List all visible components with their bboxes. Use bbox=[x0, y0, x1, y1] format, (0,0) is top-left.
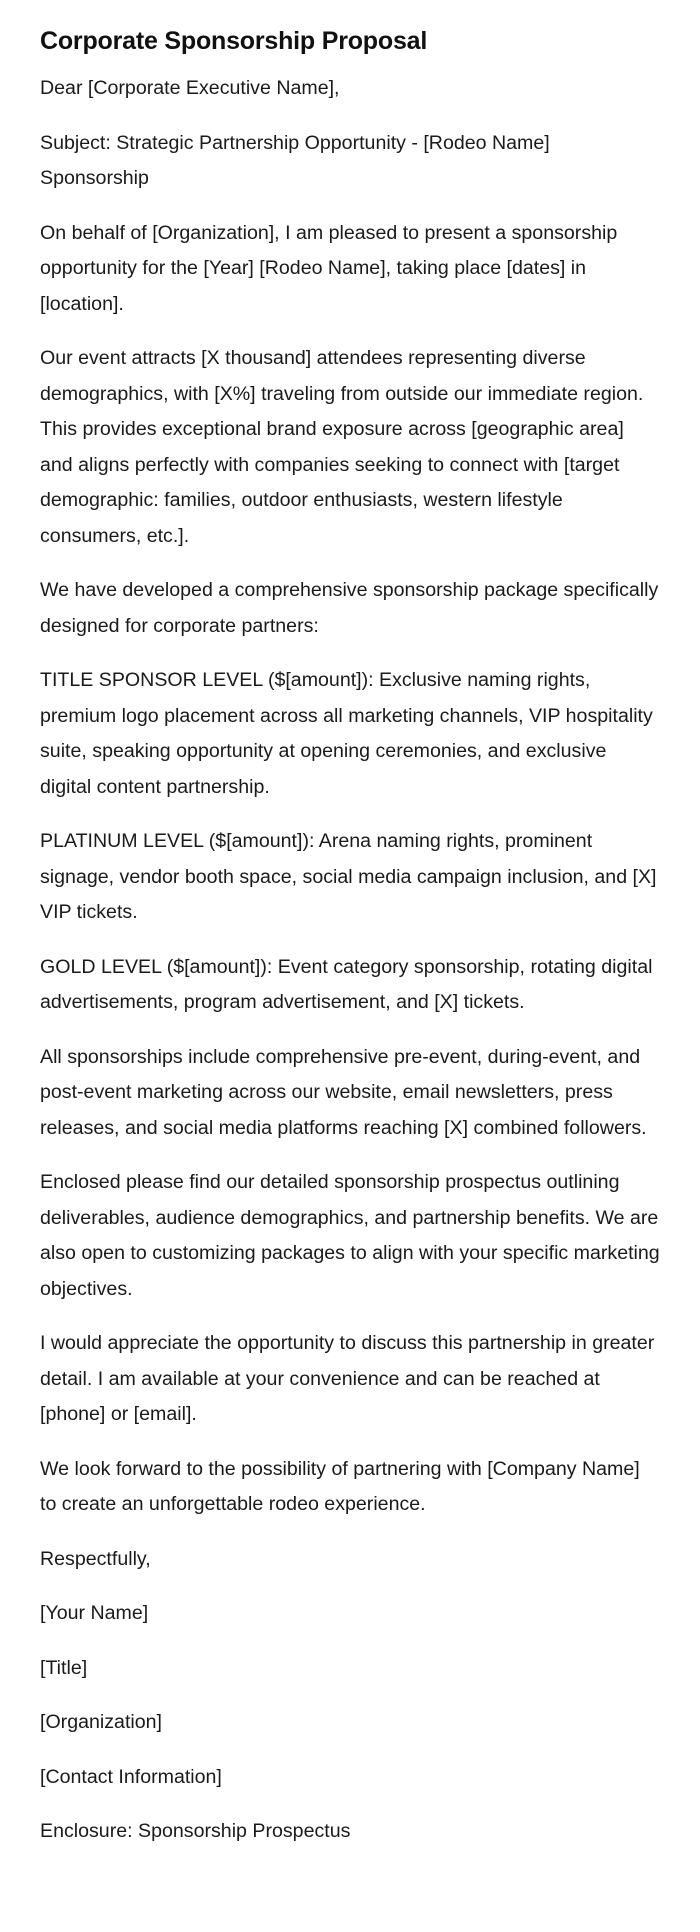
package-intro-paragraph: We have developed a comprehensive sponsorship package specifically designed for corporate partners: bbox=[40, 579, 659, 637]
signature-name: [Your Name] bbox=[40, 1602, 149, 1624]
salutation: Dear [Corporate Executive Name], bbox=[40, 77, 340, 99]
audience-paragraph: Our event attracts [X thousand] attendees representing diverse demographics, with [X%] traveling from outside our immediate region. This provides exceptional brand exposure across [geographic area] and aligns perfectly with companies seeking to connect with [target demographic: families, outdoor enthusiasts, western lifestyle consumers, etc.]. bbox=[40, 347, 644, 547]
gold-level: GOLD LEVEL ($[amount]): Event category sponsorship, rotating digital advertisements, program advertisement, and [X] tickets. bbox=[40, 955, 653, 1013]
platinum-level: PLATINUM LEVEL ($[amount]): Arena naming rights, prominent signage, vendor booth space, social media campaign inclusion, and [X] VIP tickets. bbox=[40, 830, 657, 923]
subject-line: Subject: Strategic Partnership Opportunity - [Rodeo Name] Sponsorship bbox=[40, 131, 550, 189]
page-title: Corporate Sponsorship Proposal bbox=[40, 27, 428, 55]
contact-paragraph: I would appreciate the opportunity to discuss this partnership in greater detail. I am available at your convenience and can be reached at [phone] or [email]. bbox=[40, 1332, 655, 1425]
enclosed-paragraph: Enclosed please find our detailed sponsorship prospectus outlining deliverables, audience demographics, and partnership benefits. We are also open to customizing packages to align with your specific marketing objectives. bbox=[40, 1171, 660, 1300]
signature-contact: [Contact Information] bbox=[40, 1765, 222, 1788]
title-sponsor-level: TITLE SPONSOR LEVEL ($[amount]): Exclusive naming rights, premium logo placement across all marketing channels, VIP hospitality suite, speaking opportunity at opening ceremonies, and exclusive digital content partnership. bbox=[40, 669, 653, 798]
intro-paragraph: On behalf of [Organization], I am pleased to present a sponsorship opportunity for the [Year] [Rodeo Name], taking place [dates] in [location]. bbox=[40, 221, 618, 315]
marketing-paragraph: All sponsorships include comprehensive pre-event, during-event, and post-event marketing across our website, email newsletters, press releases, and social media platforms reaching [X] combined followers. bbox=[40, 1045, 647, 1139]
enclosure-line: Enclosure: Sponsorship Prospectus bbox=[40, 1820, 351, 1842]
closing-paragraph: We look forward to the possibility of partnering with [Company Name] to create an unforgettable rodeo experience. bbox=[40, 1457, 640, 1515]
signature-title: [Title] bbox=[40, 1656, 88, 1679]
closing-line: Respectfully, bbox=[40, 1547, 151, 1570]
signature-organization: [Organization] bbox=[40, 1711, 162, 1733]
